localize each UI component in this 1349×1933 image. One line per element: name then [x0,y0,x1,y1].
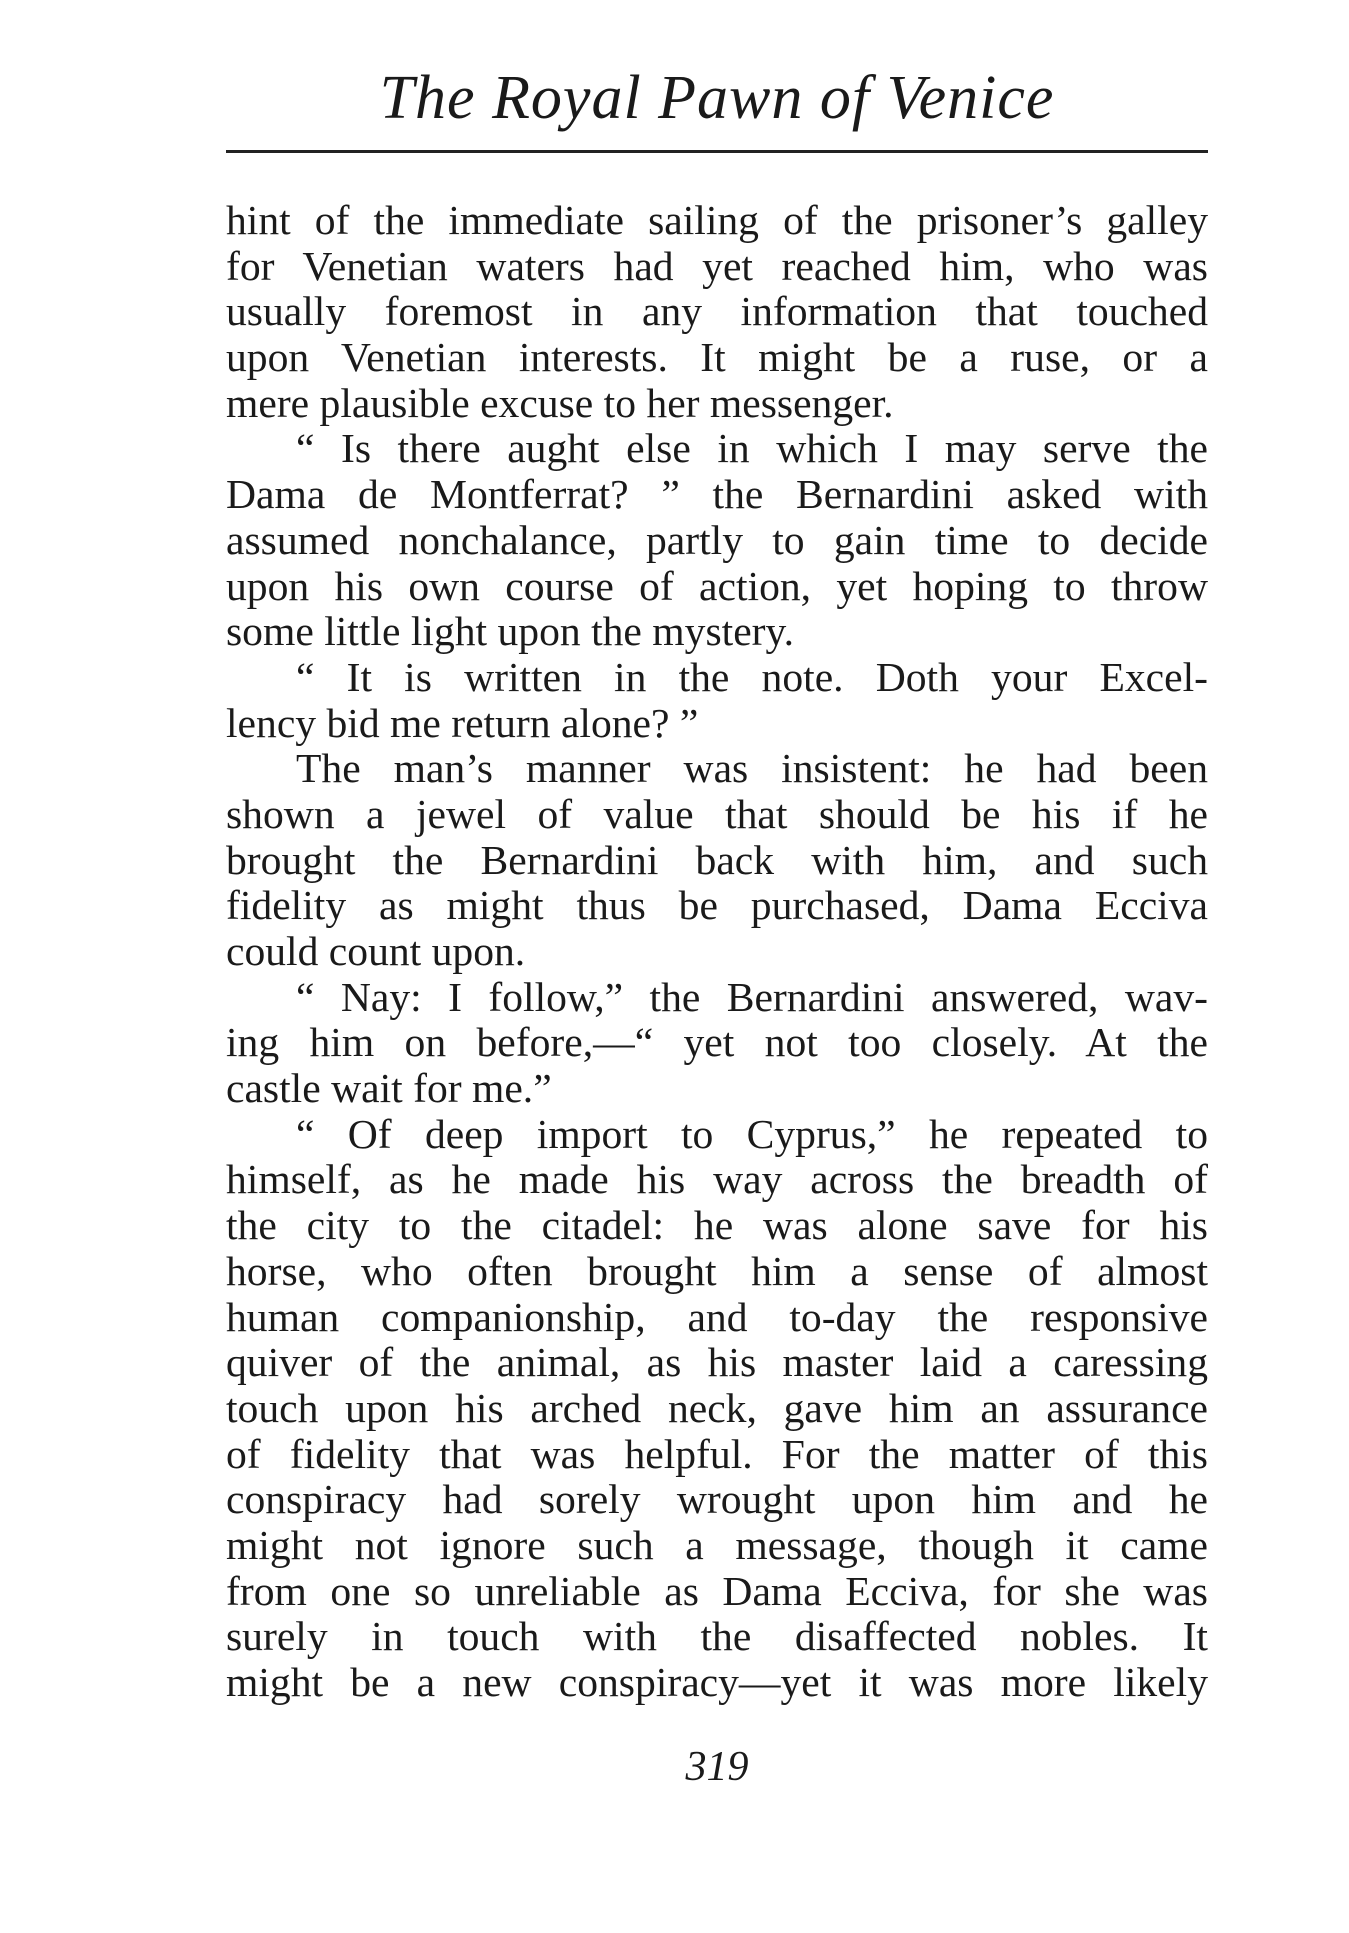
text-line: of fidelity that was helpful. For the matter of this [226,1430,1208,1477]
text-line: conspiracy had sorely wrought upon him and he [226,1476,1208,1523]
text-line: for Venetian waters had yet reached him, who was [226,242,1208,289]
text-line: himself, as he made his way across the breadth of [226,1156,1208,1203]
text-line: upon his own course of action, yet hoping to throw [226,562,1208,609]
text-line: mere plausible excuse to her messenger. [226,379,894,426]
text-line: the city to the citadel: he was alone save for his [226,1202,1208,1249]
text-line: quiver of the animal, as his master laid a caressing [226,1339,1208,1386]
text-line: lency bid me return alone? ” [226,699,699,746]
text-line: human companionship, and to-day the responsive [226,1293,1208,1340]
text-line: might not ignore such a message, though it came [226,1521,1208,1568]
text-line: might be a new conspiracy—yet it was more likely [226,1659,1208,1705]
text-line: “ Is there aught else in which I may serve the [296,425,1208,472]
page-number: 319 [685,1744,749,1790]
text-line: shown a jewel of value that should be his if he [226,790,1208,837]
text-line: brought the Bernardini back with him, and such [226,836,1208,883]
text-line: touch upon his arched neck, gave him an assurance [226,1384,1208,1431]
text-line: ing him on before,—“ yet not too closely. At the [226,1019,1208,1066]
text-line: horse, who often brought him a sense of almost [226,1247,1208,1294]
text-line: some little light upon the mystery. [226,608,794,655]
text-line: “ Of deep import to Cyprus,” he repeated to [296,1110,1208,1157]
page-body [226,198,1208,1706]
text-line: Dama de Montferrat? ” the Bernardini asked with [226,471,1208,518]
text-line: The man’s manner was insistent: he had been [296,745,1208,792]
text-line: assumed nonchalance, partly to gain time to decide [226,516,1208,563]
text-line: surely in touch with the disaffected nobles. It [226,1613,1208,1660]
running-header-title: The Royal Pawn of Venice [379,64,1055,132]
text-line: hint of the immediate sailing of the prisoner’s galley [226,197,1208,243]
text-line: “ It is written in the note. Doth your Excel- [296,653,1208,700]
text-line: castle wait for me.” [226,1065,552,1112]
text-line: upon Venetian interests. It might be a ruse, or a [226,334,1208,381]
header-rule [226,150,1208,153]
text-line: fidelity as might thus be purchased, Dama Ecciva [226,882,1208,929]
text-line: from one so unreliable as Dama Ecciva, for she was [226,1567,1208,1614]
text-line: usually foremost in any information that touched [226,288,1208,335]
text-line: could count upon. [226,928,526,974]
text-line: “ Nay: I follow,” the Bernardini answered, wav- [296,973,1208,1020]
